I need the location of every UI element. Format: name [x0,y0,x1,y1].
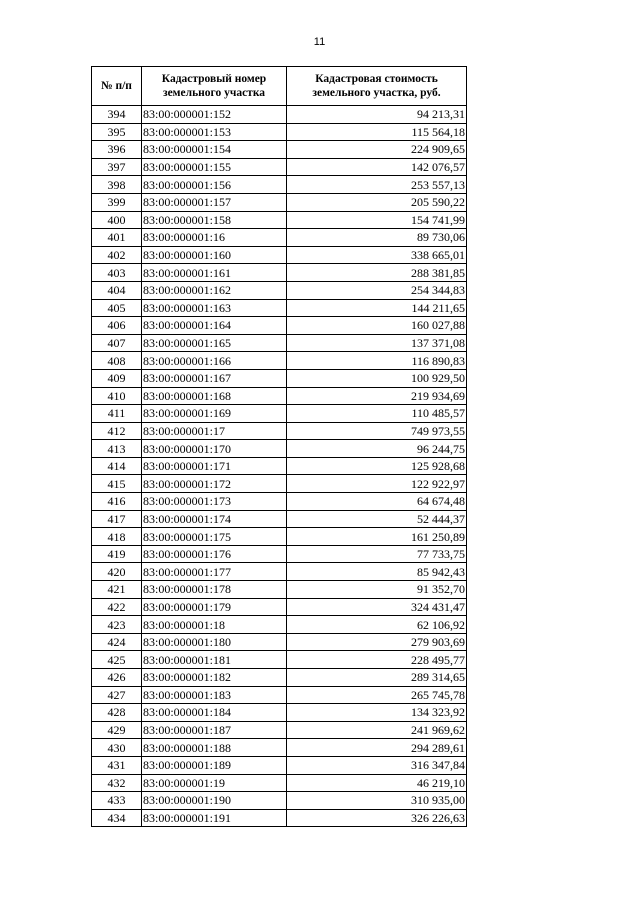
cadastral-number-cell: 83:00:000001:174 [142,510,287,528]
cadastral-number-cell: 83:00:000001:167 [142,369,287,387]
cadastral-number-cell: 83:00:000001:189 [142,756,287,774]
table-row [92,176,467,194]
cadastral-value-cell: 96 244,75 [287,440,467,458]
cadastral-value-cell: 241 969,62 [287,721,467,739]
cadastral-number-cell: 83:00:000001:171 [142,457,287,475]
cadastral-value-cell: 224 909,65 [287,141,467,159]
cadastral-number-cell: 83:00:000001:162 [142,281,287,299]
cadastral-number-cell: 83:00:000001:168 [142,387,287,405]
cadastral-number-cell: 83:00:000001:161 [142,264,287,282]
row-number-cell: 423 [92,616,142,634]
header-cadastral-number: Кадастровый номер земельного участка [142,67,287,106]
cadastral-number-cell: 83:00:000001:179 [142,598,287,616]
row-number-cell: 427 [92,686,142,704]
row-number-cell: 403 [92,264,142,282]
table-row [92,352,467,370]
table-row [92,193,467,211]
row-number-cell: 408 [92,352,142,370]
cadastral-number-cell: 83:00:000001:158 [142,211,287,229]
row-number-cell: 430 [92,739,142,757]
cadastral-value-cell: 52 444,37 [287,510,467,528]
table-row [92,264,467,282]
row-number-cell: 429 [92,721,142,739]
cadastral-number-cell: 83:00:000001:178 [142,581,287,599]
cadastral-value-cell: 288 381,85 [287,264,467,282]
cadastral-value-cell: 144 211,65 [287,299,467,317]
table-row [92,669,467,687]
table-row [92,405,467,423]
row-number-cell: 395 [92,123,142,141]
header-row-number: № п/п [92,67,142,106]
cadastral-value-cell: 142 076,57 [287,158,467,176]
table-row [92,457,467,475]
cadastral-value-cell: 116 890,83 [287,352,467,370]
table-row [92,792,467,810]
cadastral-value-cell: 89 730,06 [287,229,467,247]
cadastral-value-cell: 254 344,83 [287,281,467,299]
page-number: 11 [313,36,326,48]
cadastral-number-cell: 83:00:000001:18 [142,616,287,634]
table-row [92,598,467,616]
cadastral-value-cell: 122 922,97 [287,475,467,493]
table-row [92,229,467,247]
cadastral-number-cell: 83:00:000001:176 [142,545,287,563]
table-row [92,334,467,352]
cadastral-number-cell: 83:00:000001:175 [142,528,287,546]
cadastral-number-cell: 83:00:000001:163 [142,299,287,317]
cadastral-number-cell: 83:00:000001:16 [142,229,287,247]
cadastral-value-cell: 160 027,88 [287,317,467,335]
table-row [92,158,467,176]
cadastral-value-cell: 161 250,89 [287,528,467,546]
row-number-cell: 418 [92,528,142,546]
row-number-cell: 398 [92,176,142,194]
table-row [92,651,467,669]
table-row [92,123,467,141]
table-row [92,475,467,493]
cadastral-value-cell: 77 733,75 [287,545,467,563]
row-number-cell: 409 [92,369,142,387]
table-row [92,493,467,511]
cadastral-value-cell: 294 289,61 [287,739,467,757]
cadastral-value-cell: 205 590,22 [287,193,467,211]
cadastral-number-cell: 83:00:000001:182 [142,669,287,687]
cadastral-number-cell: 83:00:000001:166 [142,352,287,370]
cadastral-value-cell: 749 973,55 [287,422,467,440]
table-row [92,369,467,387]
table-row [92,422,467,440]
table-row [92,633,467,651]
cadastral-value-cell: 338 665,01 [287,246,467,264]
table-row [92,281,467,299]
table-row [92,246,467,264]
cadastral-number-cell: 83:00:000001:164 [142,317,287,335]
row-number-cell: 428 [92,704,142,722]
table-row [92,721,467,739]
row-number-cell: 433 [92,792,142,810]
row-number-cell: 434 [92,809,142,827]
row-number-cell: 394 [92,106,142,124]
cadastral-value-cell: 85 942,43 [287,563,467,581]
row-number-cell: 412 [92,422,142,440]
row-number-cell: 406 [92,317,142,335]
table-row [92,809,467,827]
cadastral-value-cell: 46 219,10 [287,774,467,792]
row-number-cell: 400 [92,211,142,229]
row-number-cell: 410 [92,387,142,405]
cadastral-number-cell: 83:00:000001:191 [142,809,287,827]
cadastral-number-cell: 83:00:000001:184 [142,704,287,722]
row-number-cell: 407 [92,334,142,352]
table-row [92,299,467,317]
row-number-cell: 431 [92,756,142,774]
table-row [92,774,467,792]
cadastral-value-cell: 253 557,13 [287,176,467,194]
header-cadastral-value: Кадастровая стоимость земельного участка, руб. [287,67,467,106]
cadastral-value-cell: 324 431,47 [287,598,467,616]
cadastral-number-cell: 83:00:000001:165 [142,334,287,352]
row-number-cell: 421 [92,581,142,599]
cadastral-number-cell: 83:00:000001:183 [142,686,287,704]
row-number-cell: 411 [92,405,142,423]
table-row [92,211,467,229]
row-number-cell: 402 [92,246,142,264]
row-number-cell: 401 [92,229,142,247]
cadastral-value-cell: 100 929,50 [287,369,467,387]
row-number-cell: 432 [92,774,142,792]
cadastral-value-cell: 62 106,92 [287,616,467,634]
cadastral-number-cell: 83:00:000001:152 [142,106,287,124]
row-number-cell: 425 [92,651,142,669]
cadastral-value-cell: 265 745,78 [287,686,467,704]
table-row [92,704,467,722]
cadastral-number-cell: 83:00:000001:156 [142,176,287,194]
table-row [92,387,467,405]
table-row [92,616,467,634]
cadastral-value-cell: 219 934,69 [287,387,467,405]
cadastral-value-cell: 91 352,70 [287,581,467,599]
table-row [92,581,467,599]
row-number-cell: 414 [92,457,142,475]
cadastral-number-cell: 83:00:000001:181 [142,651,287,669]
cadastral-number-cell: 83:00:000001:160 [142,246,287,264]
cadastral-value-cell: 279 903,69 [287,633,467,651]
cadastral-number-cell: 83:00:000001:188 [142,739,287,757]
cadastral-number-cell: 83:00:000001:169 [142,405,287,423]
table-row [92,141,467,159]
row-number-cell: 396 [92,141,142,159]
row-number-cell: 422 [92,598,142,616]
cadastral-value-cell: 310 935,00 [287,792,467,810]
cadastral-value-cell: 154 741,99 [287,211,467,229]
row-number-cell: 424 [92,633,142,651]
table-row [92,317,467,335]
table-row [92,440,467,458]
cadastral-number-cell: 83:00:000001:187 [142,721,287,739]
row-number-cell: 397 [92,158,142,176]
cadastral-number-cell: 83:00:000001:190 [142,792,287,810]
table-body [92,106,467,827]
table-row [92,510,467,528]
cadastral-number-cell: 83:00:000001:172 [142,475,287,493]
cadastral-number-cell: 83:00:000001:154 [142,141,287,159]
row-number-cell: 426 [92,669,142,687]
cadastral-value-cell: 137 371,08 [287,334,467,352]
row-number-cell: 420 [92,563,142,581]
cadastral-number-cell: 83:00:000001:157 [142,193,287,211]
cadastral-value-cell: 110 485,57 [287,405,467,423]
cadastral-value-cell: 94 213,31 [287,106,467,124]
row-number-cell: 399 [92,193,142,211]
row-number-cell: 404 [92,281,142,299]
cadastral-number-cell: 83:00:000001:155 [142,158,287,176]
cadastral-value-cell: 125 928,68 [287,457,467,475]
cadastral-value-cell: 64 674,48 [287,493,467,511]
cadastral-number-cell: 83:00:000001:173 [142,493,287,511]
row-number-cell: 413 [92,440,142,458]
table-row [92,739,467,757]
table-row [92,528,467,546]
cadastral-number-cell: 83:00:000001:180 [142,633,287,651]
cadastral-number-cell: 83:00:000001:19 [142,774,287,792]
cadastral-number-cell: 83:00:000001:177 [142,563,287,581]
cadastral-value-cell: 228 495,77 [287,651,467,669]
cadastral-value-cell: 134 323,92 [287,704,467,722]
table-row [92,106,467,124]
cadastral-number-cell: 83:00:000001:17 [142,422,287,440]
cadastral-value-cell: 316 347,84 [287,756,467,774]
row-number-cell: 415 [92,475,142,493]
table-row [92,563,467,581]
row-number-cell: 416 [92,493,142,511]
row-number-cell: 405 [92,299,142,317]
cadastral-value-cell: 289 314,65 [287,669,467,687]
table-row [92,545,467,563]
table-row [92,686,467,704]
cadastral-number-cell: 83:00:000001:153 [142,123,287,141]
table-row [92,756,467,774]
row-number-cell: 417 [92,510,142,528]
row-number-cell: 419 [92,545,142,563]
cadastral-number-cell: 83:00:000001:170 [142,440,287,458]
cadastral-value-cell: 115 564,18 [287,123,467,141]
cadastral-value-cell: 326 226,63 [287,809,467,827]
cadastral-value-table [91,66,467,827]
table-header-row [92,67,467,106]
